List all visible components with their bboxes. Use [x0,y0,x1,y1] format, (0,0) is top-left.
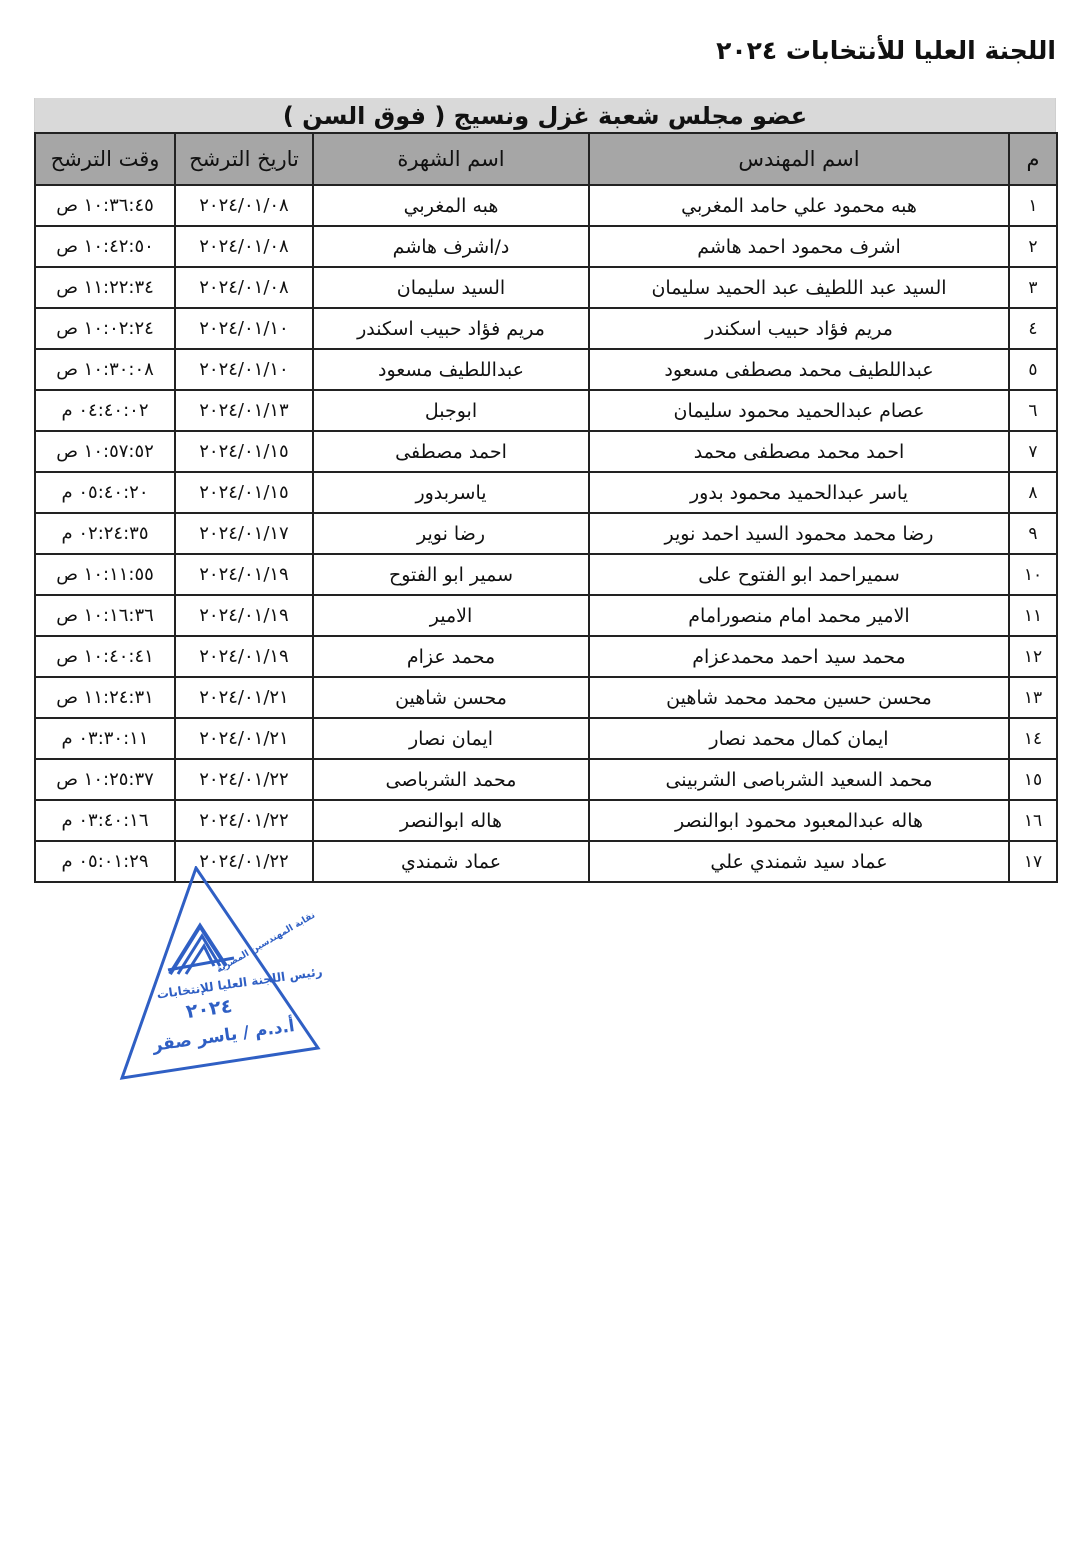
engineer-name-cell: عصام عبدالحميد محمود سليمان [589,390,1009,431]
known-as-cell: الامير [313,595,589,636]
table-row [35,226,1057,267]
nomination-time-cell: ٠٥:٤٠:٢٠ م [35,472,175,513]
engineer-name-cell: ياسر عبدالحميد محمود بدور [589,472,1009,513]
engineer-name-cell: مريم فؤاد حبيب اسكندر [589,308,1009,349]
known-as-cell: سمير ابو الفتوح [313,554,589,595]
engineer-name-cell: الامير محمد امام منصورامام [589,595,1009,636]
table-row [35,595,1057,636]
engineer-name-cell: محمد السعيد الشرباصى الشربينى [589,759,1009,800]
nomination-date-cell: ٢٠٢٤/٠١/١٧ [175,513,313,554]
stamp-title: رئيس اللجنة العليا للإنتخابات [155,964,324,1002]
table-row [35,308,1057,349]
table-row [35,349,1057,390]
known-as-cell: هبه المغربي [313,185,589,226]
candidates-table-container [34,98,1056,883]
table-row [35,554,1057,595]
nomination-date-cell: ٢٠٢٤/٠١/١٥ [175,431,313,472]
table-row [35,472,1057,513]
nomination-date-cell: ٢٠٢٤/٠١/١٩ [175,554,313,595]
table-row [35,718,1057,759]
row-number-cell: ٦ [1009,390,1057,431]
engineer-name-cell: السيد عبد اللطيف عبد الحميد سليمان [589,267,1009,308]
row-number-cell: ٤ [1009,308,1057,349]
nomination-time-cell: ١٠:٤٠:٤١ ص [35,636,175,677]
engineer-name-cell: ايمان كمال محمد نصار [589,718,1009,759]
table-row [35,636,1057,677]
nomination-date-cell: ٢٠٢٤/٠١/١٩ [175,636,313,677]
row-number-cell: ٧ [1009,431,1057,472]
nomination-date-cell: ٢٠٢٤/٠١/٠٨ [175,267,313,308]
candidates-table [34,132,1058,883]
nomination-date-cell: ٢٠٢٤/٠١/٢١ [175,677,313,718]
table-row [35,431,1057,472]
known-as-cell: عماد شمندي [313,841,589,882]
known-as-cell: هاله ابوالنصر [313,800,589,841]
nomination-date-cell: ٢٠٢٤/٠١/٢٢ [175,800,313,841]
nomination-time-cell: ١٠:٤٢:٥٠ ص [35,226,175,267]
table-row [35,390,1057,431]
column-header-nomination-date: تاريخ الترشح [175,133,313,185]
row-number-cell: ٥ [1009,349,1057,390]
nomination-date-cell: ٢٠٢٤/٠١/٢١ [175,718,313,759]
table-row [35,677,1057,718]
known-as-cell: مريم فؤاد حبيب اسكندر [313,308,589,349]
nomination-date-cell: ٢٠٢٤/٠١/١٣ [175,390,313,431]
known-as-cell: د/اشرف هاشم [313,226,589,267]
nomination-time-cell: ١٠:٣٦:٤٥ ص [35,185,175,226]
column-header-num: م [1009,133,1057,185]
row-number-cell: ١٣ [1009,677,1057,718]
engineer-name-cell: احمد محمد مصطفى محمد [589,431,1009,472]
row-number-cell: ١٤ [1009,718,1057,759]
known-as-cell: رضا نوير [313,513,589,554]
engineer-name-cell: سميراحمد ابو الفتوح على [589,554,1009,595]
nomination-time-cell: ٠٤:٤٠:٠٢ م [35,390,175,431]
known-as-cell: السيد سليمان [313,267,589,308]
nomination-time-cell: ١٠:٣٠:٠٨ ص [35,349,175,390]
column-header-known-as: اسم الشهرة [313,133,589,185]
engineer-name-cell: محمد سيد احمد محمدعزام [589,636,1009,677]
engineer-name-cell: رضا محمد محمود السيد احمد نوير [589,513,1009,554]
row-number-cell: ١ [1009,185,1057,226]
table-header-row [35,133,1057,185]
column-header-engineer-name: اسم المهندس [589,133,1009,185]
nomination-date-cell: ٢٠٢٤/٠١/٠٨ [175,185,313,226]
nomination-date-cell: ٢٠٢٤/٠١/١٠ [175,349,313,390]
nomination-date-cell: ٢٠٢٤/٠١/٢٢ [175,841,313,882]
engineer-name-cell: هبه محمود علي حامد المغربي [589,185,1009,226]
engineer-name-cell: اشرف محمود احمد هاشم [589,226,1009,267]
nomination-time-cell: ١٠:٥٧:٥٢ ص [35,431,175,472]
engineer-name-cell: محسن حسين محمد محمد شاهين [589,677,1009,718]
known-as-cell: احمد مصطفى [313,431,589,472]
nomination-date-cell: ٢٠٢٤/٠١/١٥ [175,472,313,513]
nomination-time-cell: ٠٢:٢٤:٣٥ م [35,513,175,554]
nomination-date-cell: ٢٠٢٤/٠١/١٩ [175,595,313,636]
official-stamp [118,866,323,1081]
nomination-time-cell: ١٠:١١:٥٥ ص [35,554,175,595]
nomination-time-cell: ٠٣:٣٠:١١ م [35,718,175,759]
table-row [35,513,1057,554]
nomination-time-cell: ١٠:١٦:٣٦ ص [35,595,175,636]
row-number-cell: ١١ [1009,595,1057,636]
engineer-name-cell: هاله عبدالمعبود محمود ابوالنصر [589,800,1009,841]
nomination-time-cell: ٠٣:٤٠:١٦ م [35,800,175,841]
known-as-cell: محسن شاهين [313,677,589,718]
document-title: اللجنة العليا للأنتخابات ٢٠٢٤ [716,36,1056,65]
row-number-cell: ١٢ [1009,636,1057,677]
nomination-date-cell: ٢٠٢٤/٠١/٠٨ [175,226,313,267]
row-number-cell: ١٦ [1009,800,1057,841]
nomination-date-cell: ٢٠٢٤/٠١/١٠ [175,308,313,349]
nomination-time-cell: ١١:٢٤:٣١ ص [35,677,175,718]
table-caption: عضو مجلس شعبة غزل ونسيج ( فوق السن ) [34,98,1056,132]
row-number-cell: ٣ [1009,267,1057,308]
known-as-cell: ياسربدور [313,472,589,513]
stamp-logo-text: نقابة المهندسين المصرية [215,910,318,976]
engineer-name-cell: عبداللطيف محمد مصطفى مسعود [589,349,1009,390]
row-number-cell: ١٧ [1009,841,1057,882]
nomination-time-cell: ١١:٢٢:٣٤ ص [35,267,175,308]
table-row [35,800,1057,841]
known-as-cell: ابوجبل [313,390,589,431]
row-number-cell: ١٥ [1009,759,1057,800]
known-as-cell: محمد الشرباصى [313,759,589,800]
row-number-cell: ١٠ [1009,554,1057,595]
row-number-cell: ٩ [1009,513,1057,554]
table-row [35,759,1057,800]
table-row [35,267,1057,308]
nomination-time-cell: ٠٥:٠١:٢٩ م [35,841,175,882]
row-number-cell: ٨ [1009,472,1057,513]
table-row [35,185,1057,226]
nomination-time-cell: ١٠:٠٢:٢٤ ص [35,308,175,349]
nomination-date-cell: ٢٠٢٤/٠١/٢٢ [175,759,313,800]
table-body [35,185,1057,882]
stamp-signatory: أ.د.م / ياسر صقر [151,1016,296,1056]
known-as-cell: عبداللطيف مسعود [313,349,589,390]
row-number-cell: ٢ [1009,226,1057,267]
known-as-cell: محمد عزام [313,636,589,677]
nomination-time-cell: ١٠:٢٥:٣٧ ص [35,759,175,800]
engineer-name-cell: عماد سيد شمندي علي [589,841,1009,882]
column-header-nomination-time: وقت الترشح [35,133,175,185]
known-as-cell: ايمان نصار [313,718,589,759]
stamp-year: ٢٠٢٤ [184,994,234,1024]
